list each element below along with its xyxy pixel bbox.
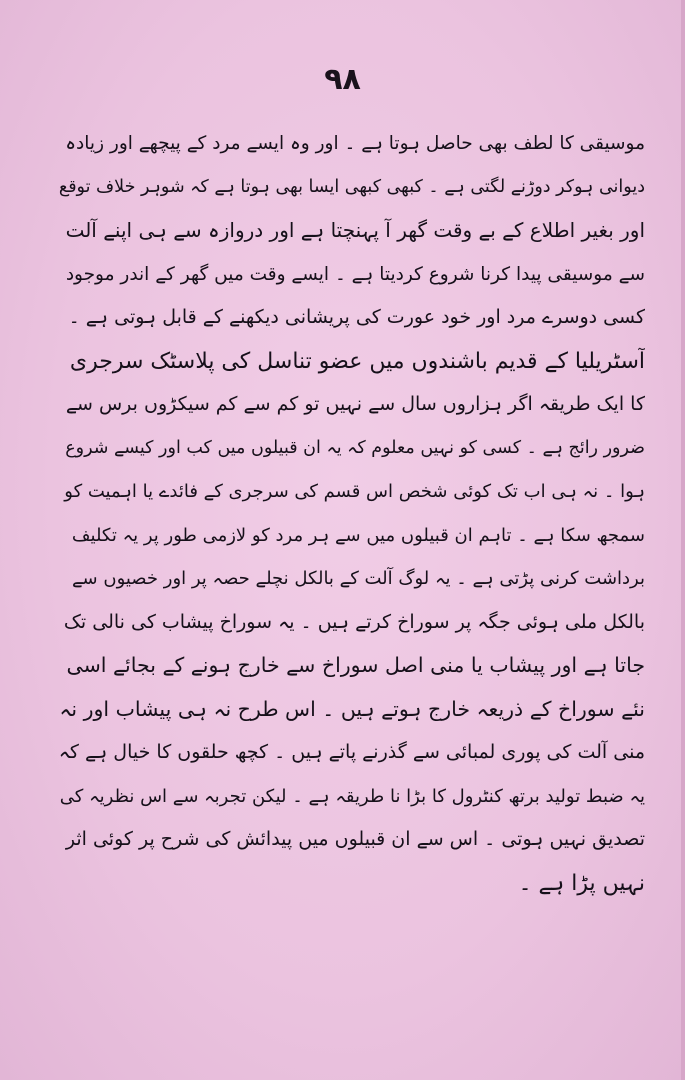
page-edge bbox=[681, 0, 685, 1080]
text-line: منی آلت کی پوری لمبائی سے گذرنے پاتے ہیں ۔ کچھ حلقوں کا خیال ہے کہ bbox=[58, 741, 645, 763]
text-line: جاتا ہے اور پیشاب یا منی اصل سوراخ سے خارج ہونے کے بجائے اسی bbox=[66, 653, 645, 677]
text-line: بالکل ملی ہوئی جگہ پر سوراخ کرتے ہیں ۔ یہ سوراخ پیشاب کی نالی تک bbox=[63, 610, 645, 633]
body-text bbox=[58, 122, 645, 905]
text-line: دیوانی ہوکر دوڑنے لگتی ہے ۔ کبھی کبھی ایسا بھی ہوتا ہے کہ شوہر خلاف توقع bbox=[58, 176, 645, 197]
text-line: یہ ضبط تولید برتھ کنٹرول کا بڑا نا طریقہ ہے ۔ لیکن تجربہ سے اس نظریہ کی bbox=[59, 785, 645, 807]
page-number: ۹۸ bbox=[324, 62, 361, 97]
text-line: ضرور رائج ہے ۔ کسی کو نہیں معلوم کہ یہ ان قبیلوں میں کب اور کیسے شروع bbox=[65, 437, 645, 458]
text-line: تصدیق نہیں ہوتی ۔ اس سے ان قبیلوں میں پیدائش کی شرح پر کوئی اثر bbox=[65, 828, 645, 850]
text-line: نہیں پڑا ہے ۔ bbox=[518, 870, 645, 896]
text-line: اور بغیر اطلاع کے بے وقت گھر آ پہنچتا ہے اور دروازہ سے ہی اپنے آلت bbox=[65, 218, 645, 242]
text-line: آسٹریلیا کے قدیم باشندوں میں عضو تناسل کی پلاسٹک سرجری bbox=[69, 348, 645, 374]
text-line: برداشت کرنی پڑتی ہے ۔ یہ لوگ آلت کے بالکل نچلے حصہ پر اور خصیوں سے bbox=[72, 568, 645, 589]
text-line: سے موسیقی پیدا کرنا شروع کردیتا ہے ۔ ایسے وقت میں گھر کے اندر موجود bbox=[65, 263, 645, 285]
text-line: سمجھ سکا ہے ۔ تاہم ان قبیلوں میں سے ہر مرد کو لازمی طور پر یہ تکلیف bbox=[71, 524, 645, 546]
text-line: کا ایک طریقہ اگر ہزاروں سال سے نہیں تو کم سے کم سیکڑوں برس سے bbox=[65, 393, 645, 415]
text-line: کسی دوسرے مرد اور خود عورت کی پریشانی دیکھنے کے قابل ہوتی ہے ۔ bbox=[68, 306, 645, 328]
text-line: نئے سوراخ کے ذریعہ خارج ہوتے ہیں ۔ اس طرح نہ ہی پیشاب اور نہ bbox=[59, 696, 645, 721]
text-line: موسیقی کا لطف بھی حاصل ہوتا ہے ۔ اور وہ ایسے مرد کے پیچھے اور زیادہ bbox=[65, 133, 645, 154]
text-line: ہوا ۔ نہ ہی اب تک کوئی شخص اس قسم کی سرجری کے فائدے یا اہمیت کو bbox=[64, 481, 645, 502]
